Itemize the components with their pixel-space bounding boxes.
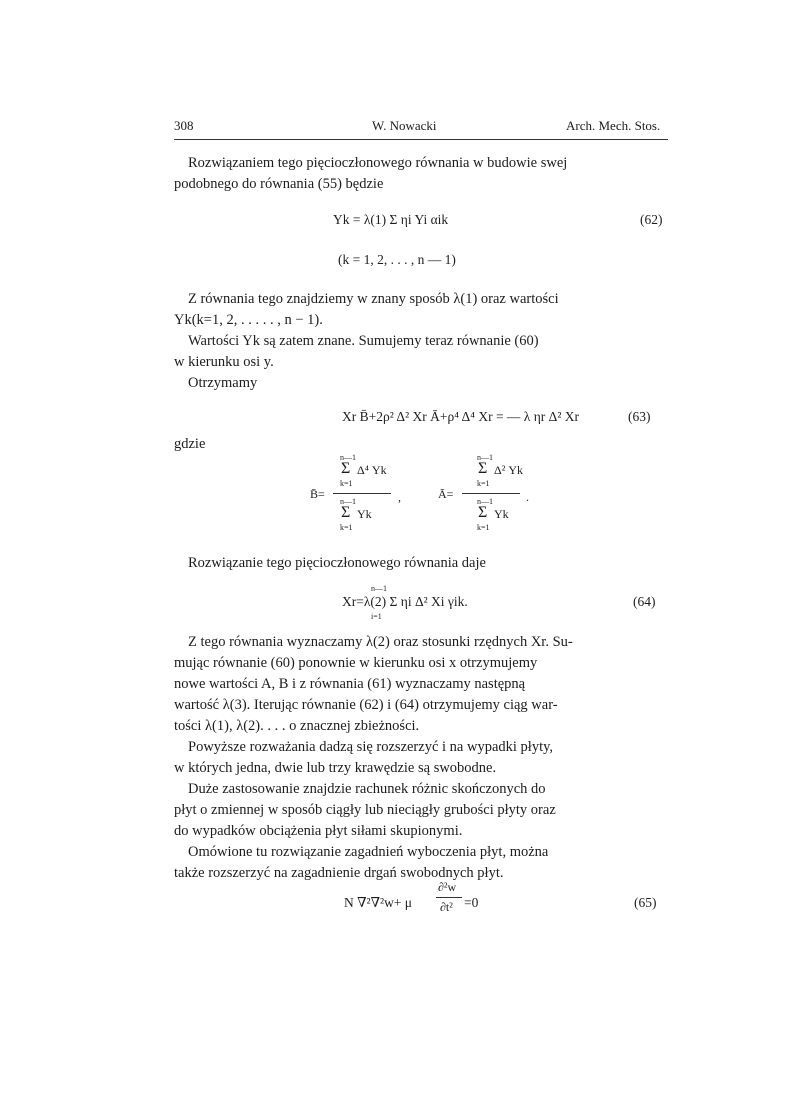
paragraph-line: Rozwiązaniem tego pięcioczłonowego równania w budowie swej bbox=[188, 155, 568, 171]
paragraph-line: płyt o zmiennej w sposób ciągły lub nieciągły grubości płyty oraz bbox=[174, 802, 556, 818]
equation-62-range: (k = 1, 2, . . . , n — 1) bbox=[338, 252, 456, 267]
paragraph-line: gdzie bbox=[174, 436, 206, 452]
paragraph-line: w kierunku osi y. bbox=[174, 354, 274, 370]
B-fraction-bar bbox=[333, 493, 391, 494]
paragraph-line: Yk(k=1, 2, . . . . . , n − 1). bbox=[174, 312, 323, 328]
equation-65-number: (65) bbox=[634, 895, 657, 910]
equation-62-number: (62) bbox=[640, 212, 663, 227]
paragraph-line: Duże zastosowanie znajdzie rachunek różnic skończonych do bbox=[188, 781, 546, 797]
equation-65-right: =0 bbox=[464, 895, 479, 910]
equation-64-limit-top: n—1 bbox=[371, 584, 387, 593]
paragraph-line: Wartości Yk są zatem znane. Sumujemy teraz równanie (60) bbox=[188, 333, 539, 349]
B-denominator: Yk bbox=[357, 507, 372, 521]
B-num-limit-bot: k=1 bbox=[340, 479, 353, 488]
paragraph-line: Otrzymamy bbox=[188, 375, 258, 391]
B-num-limit-top: n—1 bbox=[340, 453, 356, 462]
page-number: 308 bbox=[174, 118, 194, 133]
equation-65-frac-num: ∂²w bbox=[438, 880, 457, 894]
equation-62: Yk = λ(1) Σ ηi Yi αik bbox=[333, 212, 449, 227]
paragraph-line: także rozszerzyć na zagadnienie drgań swobodnych płyt. bbox=[174, 865, 504, 881]
A-den-sigma: Σ bbox=[478, 504, 488, 521]
equation-64: Xr=λ(2) Σ ηi Δ² Xi γik. bbox=[342, 594, 468, 609]
A-numerator: Δ² Yk bbox=[494, 463, 523, 477]
paragraph-line: mując równanie (60) ponownie w kierunku osi x otrzymujemy bbox=[174, 655, 538, 671]
B-den-limit-top: n—1 bbox=[340, 497, 356, 506]
A-num-limit-bot: k=1 bbox=[477, 479, 490, 488]
A-den-limit-bot: k=1 bbox=[477, 523, 490, 532]
A-num-limit-top: n—1 bbox=[477, 453, 493, 462]
B-den-limit-bot: k=1 bbox=[340, 523, 353, 532]
paragraph-line: Z tego równania wyznaczamy λ(2) oraz stosunki rzędnych Xr. Su- bbox=[188, 634, 573, 650]
B-comma: , bbox=[398, 490, 401, 504]
B-num-sigma: Σ bbox=[341, 460, 351, 477]
header-rule bbox=[174, 139, 668, 140]
equation-65-frac-bar bbox=[436, 897, 462, 898]
equation-63: Xr B̄+2ρ² Δ² Xr Ā+ρ⁴ Δ⁴ Xr = — λ ηr Δ² Xr bbox=[342, 409, 580, 424]
paragraph-line: Omówione tu rozwiązanie zagadnień wyboczenia płyt, można bbox=[188, 844, 549, 860]
A-num-sigma: Σ bbox=[478, 460, 488, 477]
equation-65-frac-den: ∂t² bbox=[440, 900, 453, 914]
paragraph-line: Rozwiązanie tego pięcioczłonowego równania daje bbox=[188, 555, 486, 571]
paragraph-line: Z równania tego znajdziemy w znany sposób λ(1) oraz wartości bbox=[188, 291, 559, 307]
paragraph-line: wartość λ(3). Iterując równanie (62) i (64) otrzymujemy ciąg war- bbox=[174, 697, 558, 713]
B-den-sigma: Σ bbox=[341, 504, 351, 521]
A-fraction-bar bbox=[462, 493, 520, 494]
A-period: . bbox=[526, 490, 529, 504]
paragraph-line: w których jedna, dwie lub trzy krawędzie są swobodne. bbox=[174, 760, 497, 776]
A-denominator: Yk bbox=[494, 507, 509, 521]
B-label: B̄= bbox=[310, 487, 325, 501]
A-label: Ā= bbox=[438, 487, 454, 501]
equation-64-number: (64) bbox=[633, 594, 656, 609]
paragraph-line: Powyższe rozważania dadzą się rozszerzyć i na wypadki płyty, bbox=[188, 739, 554, 755]
paragraph-line: tości λ(1), λ(2). . . . o znacznej zbieżności. bbox=[174, 718, 420, 734]
paragraph-line: nowe wartości A, B i z równania (61) wyznaczamy następną bbox=[174, 676, 526, 692]
B-numerator: Δ⁴ Yk bbox=[357, 463, 387, 477]
paragraph-line: podobnego do równania (55) będzie bbox=[174, 176, 384, 192]
A-den-limit-top: n—1 bbox=[477, 497, 493, 506]
running-author: W. Nowacki bbox=[372, 118, 437, 133]
running-journal: Arch. Mech. Stos. bbox=[566, 118, 661, 133]
equation-64-limit-bot: i=1 bbox=[371, 612, 382, 621]
equation-65-left: N ∇²∇²w+ μ bbox=[344, 895, 413, 910]
paragraph-line: do wypadków obciążenia płyt siłami skupionymi. bbox=[174, 823, 463, 839]
equation-63-number: (63) bbox=[628, 409, 651, 424]
